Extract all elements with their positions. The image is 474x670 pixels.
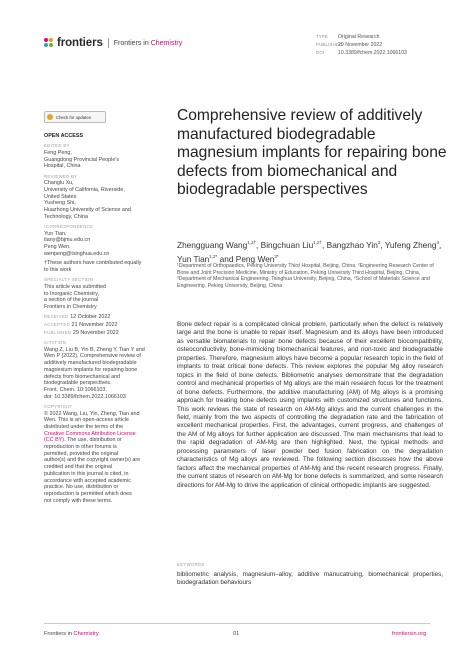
accepted-date: 21 November 2022 (71, 322, 118, 329)
affiliations: ¹Department of Orthopaedics, Peking University Third Hospital, Beijing, China, ²Engineering Research Center of Bone and Joint Precision Medicine, Ministry of Education, Peking University Third Hospital, Beijing, China, ³Department of Mechanical Engineering, Tsinghua University, Beijing, China, ⁴School of Materials Science and Engineering, Peking University, Beijing, China (177, 263, 434, 290)
journal-logo (44, 37, 182, 49)
specialty-label: SPECIALTY SECTION (44, 277, 94, 283)
meta-doi: DOI 10.3389/fchem.2022.1066103 (316, 50, 407, 56)
citation-text: Wang Z, Liu B, Yin B, Zheng Y, Tian Y and Wen P (2022), Comprehensive review of additively manufactured biodegradable magnesium implants for repairing bone defects from biomechanical and biodegradable perspectives. Front. Chem. 10:1066103. doi: 10.3389/fchem.2022.1066103 (44, 346, 145, 400)
published-label: PUBLISHED 29 November 2022 (44, 329, 119, 336)
accepted-label: ACCEPTED 21 November 2022 (44, 322, 118, 329)
author: Zhengguang Wang (177, 239, 248, 250)
correspondence-text[interactable]: Yun Tian, tiany@bjmu.edu.cn Peng Wen, wenpeng@tsinghua.edu.cn (44, 230, 110, 257)
author-list: Zhengguang Wang$^{1,2\dagger}$, Bingchuan Liu$^{1,2\dagger}$, Bangzhao Yin$^3$, Yufeng Zheng$^4$, Yun Tian$^{1,2*}$ and Peng Wen$^{3*}$ (177, 239, 442, 264)
footer-journal: Frontiers in Chemistry (44, 631, 99, 637)
meta-type: TYPE Original Research (316, 34, 380, 40)
footer-website-link[interactable]: frontiersin.org (392, 631, 427, 637)
correspondence-label: *CORRESPONDENCE (44, 223, 94, 229)
copyright-label: COPYRIGHT (44, 403, 73, 409)
logo-text: frontiers (57, 37, 103, 49)
check-for-updates-button[interactable] (44, 111, 106, 123)
author: Yun Tian (177, 253, 210, 264)
open-access-label: OPEN ACCESS (44, 133, 84, 139)
author: Yufeng Zheng (384, 239, 437, 250)
received-date: 12 October 2022 (70, 314, 111, 321)
license-text: Creative Commons Attribution License (CC BY). The use, distribution or reproduction in other forums is permitted, provided the original author(s) and the copyright owner(s) are credited and that the original publication in this journal is cited, in accordance with accepted academic practice. No use, distribution or reproduction is permitted which does not comply with these terms. (44, 430, 141, 504)
author: Peng Wen (235, 253, 275, 264)
equal-contribution-note: †These authors have contributed equally to this work (44, 260, 142, 274)
header-divider (108, 38, 109, 48)
published-date: 29 November 2022 (72, 329, 119, 336)
frontiers-logo-icon (44, 38, 54, 48)
abstract: Bone defect repair is a complicated clinical problem, particularly when the defect is relatively large and the bone is unable to repair itself. Magnesium and its alloys have been introduced as versatile biomaterials to repair bone defects because of their excellent biocompatibility, osteoconductivity, bone-mimicking biomechanical features, and non-toxic and biodegradable properties. Therefore, magnesium alloys have become a popular research topic in the field of implants to treat critical bone defects. This review explores the popular Mg alloy research topics in the field of bone defects. Bibliometric analyses demonstrate that the degradation control and mechanical properties of Mg alloys are the main research focus for the treatment of bone defects. Furthermore, the additive manufacturing (AM) of Mg alloys is a promising approach for treating bone defects using implants with customized structures and functions. This work reviews the state of research on AM-Mg alloys and the current challenges in the field, mainly from the two aspects of controlling the degradation rate and the fabrication of excellent mechanical properties. First, the advantages, current progress, and challenges of the AM of Mg alloys for further application are discussed. The main mechanisms that lead to the rapid degradation of AM-Mg are then highlighted. Next, the typical methods and processing parameters of laser powder bed fusion fabrication on the degradation characteristics of Mg alloys are reviewed. The following section discusses how the above factors affect the mechanical properties of AM-Mg and the recent research progress. Finally, the current status of research on AM-Mg for bone defects is summarized, and some research directions for AM-Mg to drive the application of clinical orthopedic implants are suggested. (177, 321, 443, 489)
specialty-text: This article was submitted to Inorganic Chemistry, a section of the journal Frontiers in Chemistry (44, 284, 107, 311)
edited-by-label: EDITED BY (44, 143, 70, 149)
check-updates-label: Check for updates (56, 114, 91, 120)
author: Bangzhao Yin (326, 239, 378, 250)
page-number: 01 (233, 631, 240, 637)
article-title: Comprehensive review of additively manufactured biodegradable magnesium implants for repairing bone defects from biomechanical and biodegradable perspectives (177, 107, 447, 198)
check-updates-icon (47, 114, 53, 120)
author: Bingchuan Liu (260, 239, 314, 250)
citation-label: CITATION (44, 339, 67, 345)
copyright-text: © 2022 Wang, Liu, Yin, Zheng, Tian and Wen. This is an open-access article distributed under the terms of the (44, 410, 140, 430)
reviewed-by-text: Changlu Xu, University of California, Riverside, United States Yusheng Shi, Huazhong University of Science and Technology, China (44, 180, 131, 220)
cc-by-license-link[interactable]: Creative Commons Attribution License (CC BY). (44, 430, 136, 444)
article-sidebar (44, 133, 166, 504)
journal-name: Frontiers in Chemistry (113, 39, 183, 47)
footer-divider (44, 623, 430, 624)
reviewed-by-label: REVIEWED BY (44, 173, 78, 179)
edited-by-text: Feng Peng, Guangdong Provincial People's Hospital, China (44, 149, 120, 170)
article-meta (316, 33, 407, 57)
received-label: RECEIVED 12 October 2022 (44, 314, 111, 321)
keywords: bibliometric analysis, magnesium–alloy, additive manucatruing, biomechanical properties, biodegradation behaviours (177, 571, 443, 587)
meta-published: PUBLISHED29 November 2022 (316, 42, 383, 48)
keywords-label: KEYWORDS (177, 562, 205, 567)
